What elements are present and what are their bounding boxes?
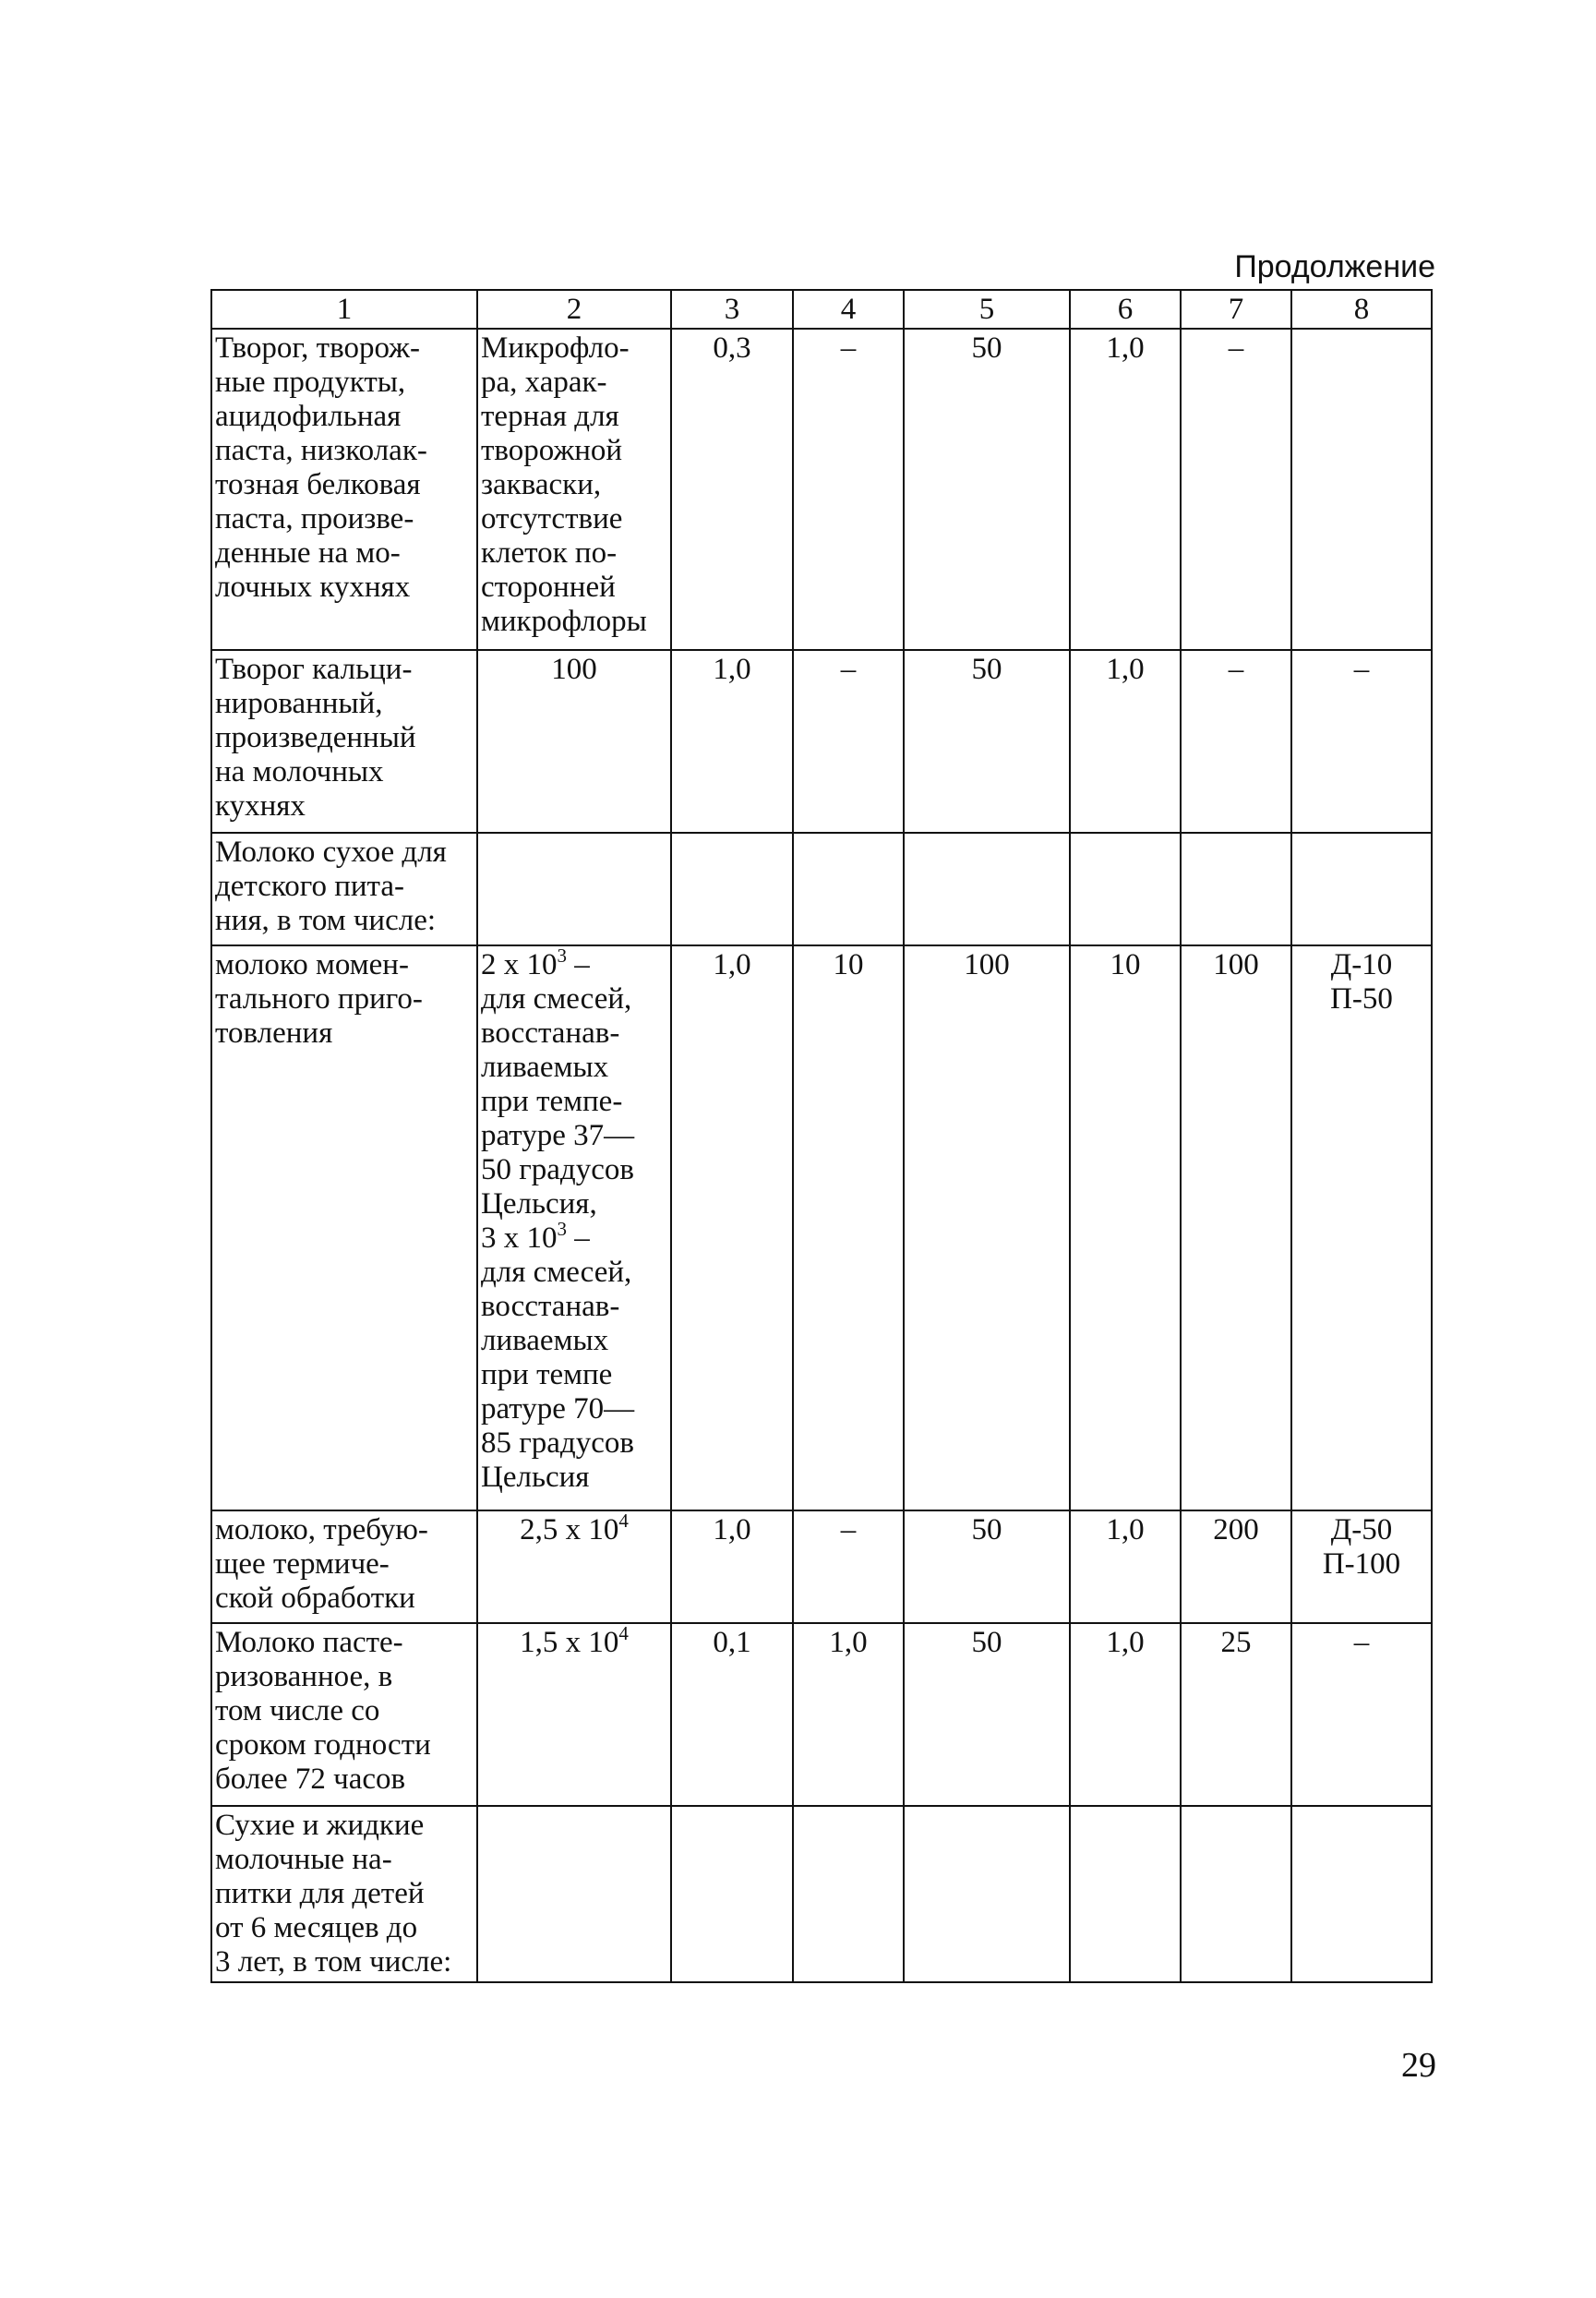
cell-line: тозная белковая xyxy=(215,468,421,501)
cell-line: ливаемых xyxy=(481,1324,609,1357)
cell-line: на молочных xyxy=(215,755,384,788)
cell-line: П-100 xyxy=(1322,1547,1401,1581)
value-cell-c6 xyxy=(1070,1806,1181,1982)
cell-line: ризованное, в xyxy=(215,1660,393,1693)
table-row xyxy=(211,329,1432,650)
cell-line: П-50 xyxy=(1330,982,1393,1016)
cell-line: восстанав- xyxy=(481,1017,620,1050)
cell-line: 1,5 x $10^4$ xyxy=(520,1623,629,1659)
cell-line: при темпе xyxy=(481,1358,613,1391)
cell-line: молочные на- xyxy=(215,1843,392,1876)
product-name-cell xyxy=(211,650,477,833)
value-cell-c8 xyxy=(1291,329,1432,650)
cell-line: Молоко пасте- xyxy=(215,1626,403,1659)
cell-line: ния, в том числе: xyxy=(215,904,437,937)
value-cell-c8 xyxy=(1291,1623,1432,1806)
cell-line: ацидофильная xyxy=(215,400,402,433)
microbiology-cell xyxy=(477,1510,671,1623)
cell-line: тального приго- xyxy=(215,982,423,1016)
cell-line: микрофлоры xyxy=(481,605,647,638)
cell-line: нированный, xyxy=(215,687,383,720)
cell-line: 50 градусов xyxy=(481,1153,634,1186)
cell-line: молоко момен- xyxy=(215,948,409,981)
cell-line: закваски, xyxy=(481,468,602,501)
value-cell-c7: – xyxy=(1181,650,1291,833)
continuation-label: Продолжение xyxy=(1234,249,1435,284)
value-cell-c3 xyxy=(671,1806,793,1982)
cell-line: ской обработки xyxy=(215,1582,415,1615)
cell-line: лочных кухнях xyxy=(215,571,411,604)
value-cell-c4: – xyxy=(793,650,904,833)
cell-line: 3 лет, в том числе: xyxy=(215,1945,452,1979)
product-name-cell xyxy=(211,1806,477,1982)
cell-line: – xyxy=(1353,1626,1370,1659)
cell-line: – xyxy=(1353,653,1370,686)
value-cell-c7 xyxy=(1181,833,1291,945)
cell-line: питки для детей xyxy=(215,1877,425,1910)
microbiology-cell xyxy=(477,1806,671,1982)
value-cell-c4: 10 xyxy=(793,945,904,1510)
cell-line: отсутствие xyxy=(481,502,623,535)
product-name-cell xyxy=(211,1510,477,1623)
value-cell-c4: – xyxy=(793,1510,904,1623)
cell-line: товления xyxy=(215,1017,333,1050)
value-cell-c6: 1,0 xyxy=(1070,1623,1181,1806)
product-name-cell xyxy=(211,833,477,945)
cell-line: 85 градусов xyxy=(481,1426,634,1460)
header-cell: 8 xyxy=(1291,290,1432,329)
cell-line: терная для xyxy=(481,400,619,433)
cell-line: Цельсия, xyxy=(481,1187,597,1221)
header-cell: 7 xyxy=(1181,290,1291,329)
cell-line: денные на мо- xyxy=(215,536,401,570)
value-cell-c5: 50 xyxy=(904,1510,1070,1623)
header-cell: 1 xyxy=(211,290,477,329)
table-row xyxy=(211,1510,1432,1623)
cell-line: для смесей, xyxy=(481,982,632,1016)
cell-line: том числе со xyxy=(215,1694,380,1727)
cell-line: 2 x $10^3$ – xyxy=(481,945,590,981)
value-cell-c5 xyxy=(904,1806,1070,1982)
value-cell-c5 xyxy=(904,833,1070,945)
cell-line: клеток по- xyxy=(481,536,618,570)
cell-line: Микрофло- xyxy=(481,331,630,365)
cell-line: молоко, требую- xyxy=(215,1513,428,1546)
value-cell-c4 xyxy=(793,833,904,945)
header-cell: 2 xyxy=(477,290,671,329)
cell-line: ратуре 70— xyxy=(481,1392,635,1426)
cell-line: Сухие и жидкие xyxy=(215,1809,425,1842)
value-cell-c5: 50 xyxy=(904,329,1070,650)
header-cell: 5 xyxy=(904,290,1070,329)
header-cell: 4 xyxy=(793,290,904,329)
value-cell-c3: 1,0 xyxy=(671,1510,793,1623)
value-cell-c4: – xyxy=(793,329,904,650)
cell-line: Творог, творож- xyxy=(215,331,420,365)
value-cell-c3: 1,0 xyxy=(671,945,793,1510)
cell-line: 3 x $10^3$ – xyxy=(481,1218,590,1255)
value-cell-c3: 0,3 xyxy=(671,329,793,650)
value-cell-c6: 1,0 xyxy=(1070,329,1181,650)
value-cell-c5: 100 xyxy=(904,945,1070,1510)
microbiology-cell xyxy=(477,833,671,945)
value-cell-c7: 25 xyxy=(1181,1623,1291,1806)
value-cell-c4 xyxy=(793,1806,904,1982)
table-row xyxy=(211,1623,1432,1806)
cell-line: 2,5 x $10^4$ xyxy=(520,1510,629,1546)
value-cell-c7: 200 xyxy=(1181,1510,1291,1623)
cell-line: творожной xyxy=(481,434,623,467)
cell-line: детского пита- xyxy=(215,870,405,903)
value-cell-c8 xyxy=(1291,945,1432,1510)
cell-line: Молоко сухое для xyxy=(215,836,447,869)
microbiology-cell xyxy=(477,945,671,1510)
product-name-cell xyxy=(211,329,477,650)
value-cell-c6 xyxy=(1070,833,1181,945)
header-cell: 6 xyxy=(1070,290,1181,329)
cell-line: восстанав- xyxy=(481,1290,620,1323)
value-cell-c6: 1,0 xyxy=(1070,1510,1181,1623)
cell-line: паста, произве- xyxy=(215,502,414,535)
value-cell-c3: 0,1 xyxy=(671,1623,793,1806)
cell-line: ратуре 37— xyxy=(481,1119,635,1152)
microbiology-cell xyxy=(477,1623,671,1806)
value-cell-c6: 1,0 xyxy=(1070,650,1181,833)
cell-line: 100 xyxy=(551,653,597,686)
cell-line: произведенный xyxy=(215,721,416,754)
cell-line: щее термиче- xyxy=(215,1547,390,1581)
value-cell-c3 xyxy=(671,833,793,945)
value-cell-c8 xyxy=(1291,1806,1432,1982)
cell-line: паста, низколак- xyxy=(215,434,427,467)
table-row xyxy=(211,945,1432,1510)
value-cell-c8 xyxy=(1291,833,1432,945)
cell-line: ные продукты, xyxy=(215,366,406,399)
cell-line: кухнях xyxy=(215,789,306,823)
product-name-cell xyxy=(211,1623,477,1806)
cell-line: Д-50 xyxy=(1330,1513,1393,1546)
cell-line: Творог кальци- xyxy=(215,653,413,686)
cell-line: сторонней xyxy=(481,571,616,604)
value-cell-c4: 1,0 xyxy=(793,1623,904,1806)
value-cell-c5: 50 xyxy=(904,1623,1070,1806)
cell-line: Д-10 xyxy=(1330,948,1393,981)
table-row xyxy=(211,1806,1432,1982)
cell-line: ливаемых xyxy=(481,1051,609,1084)
value-cell-c6: 10 xyxy=(1070,945,1181,1510)
table-row xyxy=(211,650,1432,833)
microbiology-cell xyxy=(477,650,671,833)
table-row xyxy=(211,833,1432,945)
cell-line: сроком годности xyxy=(215,1728,431,1762)
cell-line: ра, харак- xyxy=(481,366,607,399)
requirements-table xyxy=(210,289,1433,1983)
value-cell-c8 xyxy=(1291,1510,1432,1623)
value-cell-c7 xyxy=(1181,1806,1291,1982)
cell-line: Цельсия xyxy=(481,1461,590,1494)
value-cell-c7: 100 xyxy=(1181,945,1291,1510)
value-cell-c3: 1,0 xyxy=(671,650,793,833)
header-cell: 3 xyxy=(671,290,793,329)
cell-line: при темпе- xyxy=(481,1085,623,1118)
microbiology-cell xyxy=(477,329,671,650)
product-name-cell xyxy=(211,945,477,1510)
cell-line: от 6 месяцев до xyxy=(215,1911,418,1944)
cell-line: для смесей, xyxy=(481,1256,632,1289)
value-cell-c7: – xyxy=(1181,329,1291,650)
value-cell-c8 xyxy=(1291,650,1432,833)
page-number: 29 xyxy=(1401,2046,1436,2085)
header-row xyxy=(211,290,1432,329)
cell-line: более 72 часов xyxy=(215,1763,406,1796)
value-cell-c5: 50 xyxy=(904,650,1070,833)
